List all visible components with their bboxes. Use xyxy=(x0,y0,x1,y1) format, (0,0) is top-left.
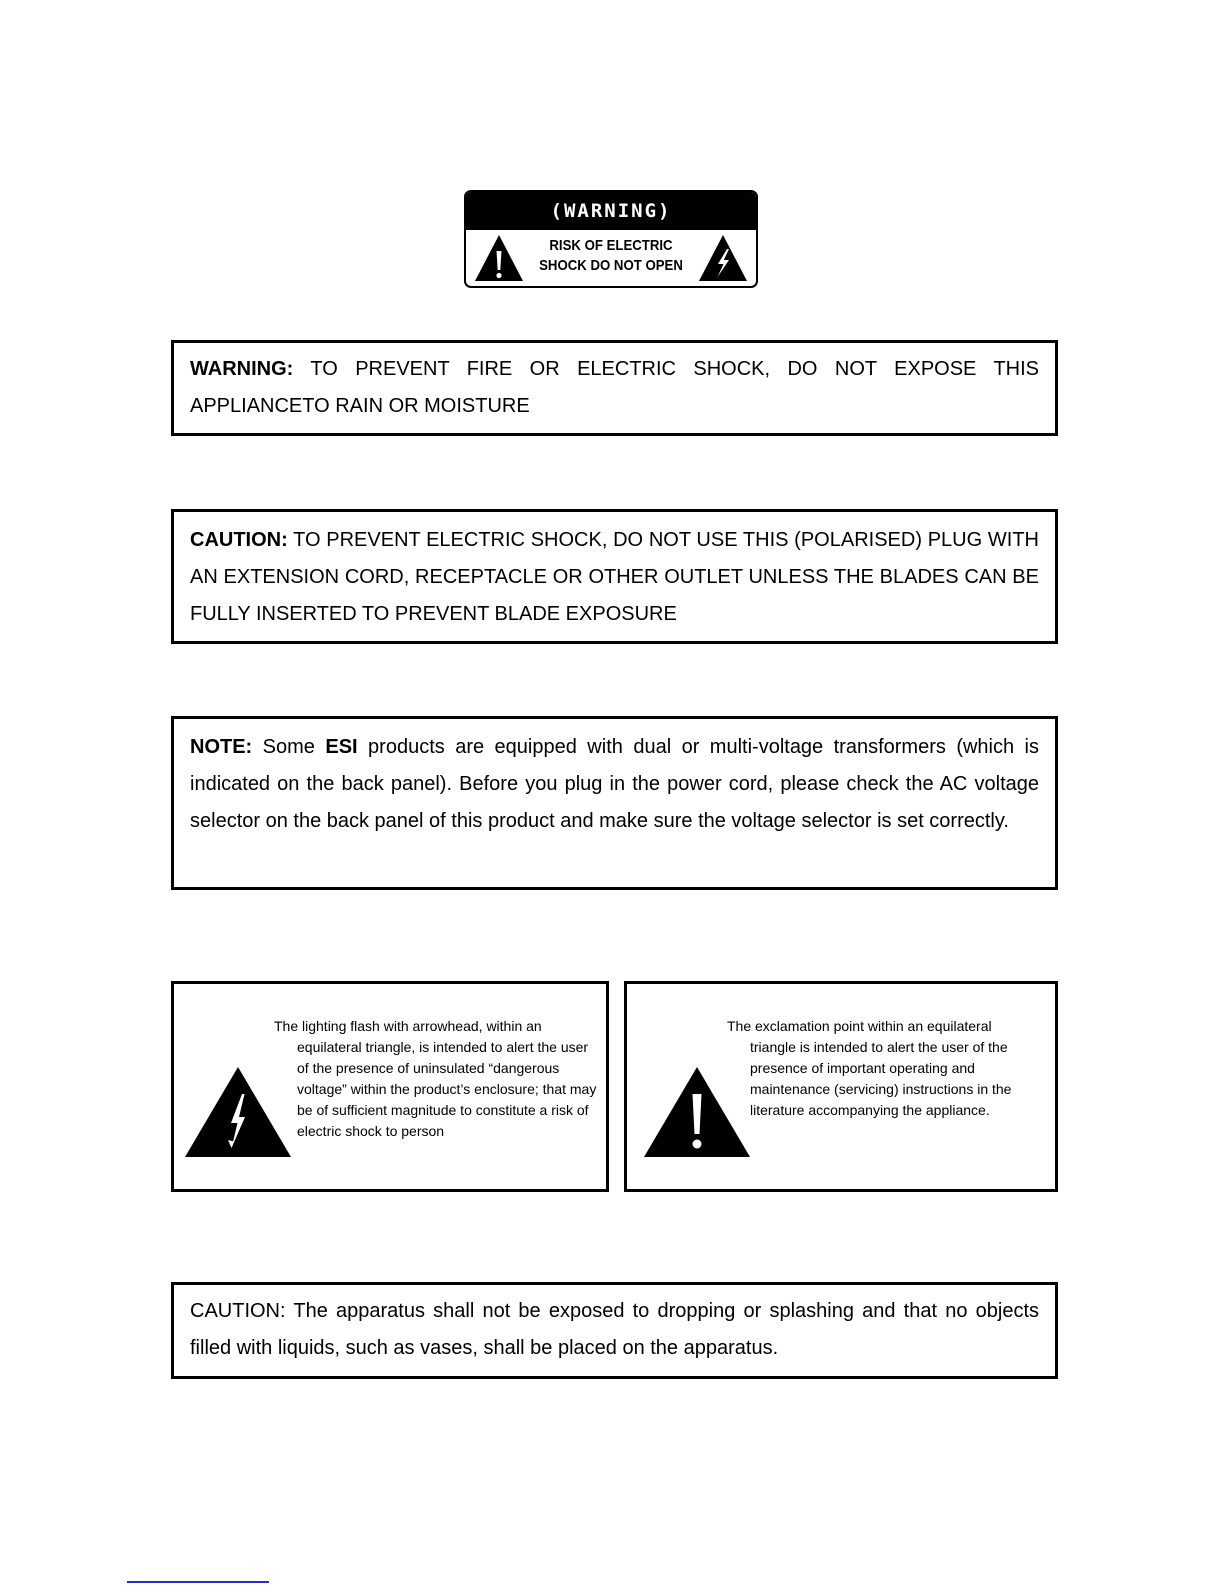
lightning-symbol-text xyxy=(274,1016,597,1142)
caution-plug-box xyxy=(171,509,1058,644)
warning-lead: WARNING: xyxy=(190,358,294,380)
note-lead: NOTE: xyxy=(190,736,253,758)
lightning-symbol-first-line: The lighting flash with arrowhead, within an xyxy=(274,1018,542,1034)
exclamation-triangle-icon xyxy=(474,234,524,282)
warning-label-text xyxy=(536,236,686,276)
exclamation-triangle-icon xyxy=(643,1066,751,1158)
note-body-end: products are equipped with dual or multi-voltage transformers (which is indicated on the back panel). Before you plug in the power cord, please check the AC voltage selector on the back panel of this product and make sure the voltage selector is set correctly. xyxy=(190,736,1039,832)
note-brand: ESI xyxy=(325,736,358,758)
lightning-symbol-rest: equilateral triangle, is intended to alert the user of the presence of uninsulated “dangerous voltage” within the product’s enclosure; that may be of sufficient magnitude to constitute a risk of electric shock to person xyxy=(297,1039,597,1139)
caution-liquid-text: CAUTION: The apparatus shall not be exposed to dropping or splashing and that no objects filled with liquids, such as vases, shall be placed on the apparatus. xyxy=(190,1300,1039,1359)
caution-plug-lead: CAUTION: xyxy=(190,529,288,551)
note-box xyxy=(171,716,1058,890)
lightning-symbol-box xyxy=(171,981,609,1192)
lightning-triangle-icon xyxy=(184,1066,292,1158)
warning-label xyxy=(464,190,758,288)
warning-label-line1: RISK OF ELECTRIC xyxy=(549,237,673,254)
warning-body: TO PREVENT FIRE OR ELECTRIC SHOCK, DO NOT EXPOSE THIS APPLIANCETO RAIN OR MOISTURE xyxy=(190,358,1039,417)
warning-label-body xyxy=(466,230,756,286)
caution-plug-body: TO PREVENT ELECTRIC SHOCK, DO NOT USE THIS (POLARISED) PLUG WITH AN EXTENSION CORD, RECEPTACLE OR OTHER OUTLET UNLESS THE BLADES CAN BE FULLY INSERTED TO PREVENT BLADE EXPOSURE xyxy=(190,529,1039,625)
exclamation-symbol-text xyxy=(727,1016,1050,1121)
warning-label-line2: SHOCK DO NOT OPEN xyxy=(539,257,683,274)
lightning-triangle-icon xyxy=(698,234,748,282)
note-body-start: Some xyxy=(252,736,326,758)
caution-liquid-box xyxy=(171,1282,1058,1379)
link-underline xyxy=(127,1581,269,1583)
warning-text xyxy=(190,351,1039,425)
warning-box xyxy=(171,340,1058,436)
exclamation-symbol-first-line: The exclamation point within an equilateral xyxy=(727,1018,992,1034)
note-text xyxy=(190,729,1039,840)
exclamation-symbol-rest: triangle is intended to alert the user of the presence of important operating and maintenance (servicing) instructions in the literature accompanying the appliance. xyxy=(750,1039,1012,1118)
warning-label-header: (WARNING) xyxy=(466,192,756,230)
caution-plug-text xyxy=(190,522,1039,633)
exclamation-symbol-box xyxy=(624,981,1058,1192)
